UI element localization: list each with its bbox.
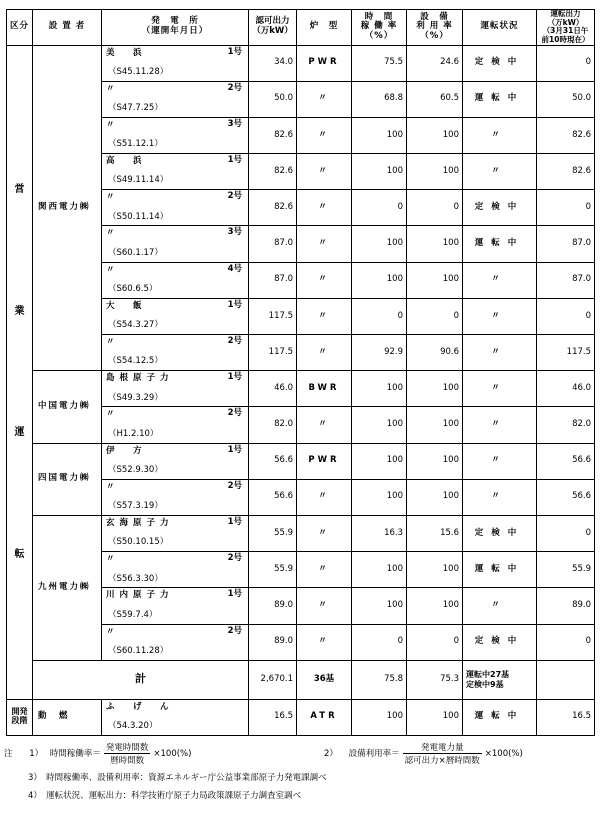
status-cell: 運転中: [463, 81, 537, 117]
category-char: 転: [14, 548, 25, 560]
plant-unit: 2号: [227, 480, 242, 491]
output-cell: 16.5: [537, 699, 595, 735]
plant-unit: 2号: [227, 408, 242, 419]
category-char: 営: [14, 184, 25, 196]
equip-util-cell: 100: [407, 262, 463, 298]
capacity-cell: 82.6: [249, 154, 297, 190]
status-cell: 〃: [463, 588, 537, 624]
equip-util-cell: 100: [407, 588, 463, 624]
output-cell: 56.6: [537, 479, 595, 515]
plant-name: 伊 方: [106, 445, 147, 456]
plant-name: ふ げ ん: [106, 701, 174, 712]
plant-name: 〃: [106, 409, 120, 420]
header-status: 運転状況: [463, 10, 537, 46]
total-reactor-count: 36基: [297, 660, 352, 699]
plant-cell: [102, 81, 249, 117]
note-2-tail: ×100(%): [484, 749, 523, 759]
status-cell: 〃: [463, 371, 537, 407]
output-cell: 82.6: [537, 117, 595, 153]
operator-kyushu: 九州電力㈱: [33, 515, 102, 660]
reactor-cell: 〃: [297, 588, 352, 624]
plant-date: （S60.11.28）: [108, 645, 169, 656]
reactor-cell: 〃: [297, 81, 352, 117]
status-cell: 運転中: [463, 226, 537, 262]
plant-name: 川内原子力: [106, 590, 174, 601]
reactor-cell: 〃: [297, 407, 352, 443]
equip-util-cell: 100: [407, 371, 463, 407]
plant-cell: [102, 335, 249, 371]
output-cell: 0: [537, 515, 595, 551]
note-1-numerator: 発電時間数: [105, 743, 149, 753]
time-util-cell: 100: [352, 699, 407, 735]
capacity-cell: 117.5: [249, 335, 297, 371]
note-1-denominator: 暦時間数: [110, 756, 145, 766]
category-char: 運: [14, 427, 25, 439]
plant-date: （S45.11.28）: [108, 66, 169, 77]
plant-unit: 3号: [227, 118, 242, 129]
equip-util-cell: 100: [407, 226, 463, 262]
plant-unit: 2号: [227, 625, 242, 636]
status-cell: 〃: [463, 117, 537, 153]
capacity-cell: 82.6: [249, 190, 297, 226]
plant-unit: 1号: [227, 444, 242, 455]
time-util-cell: 92.9: [352, 335, 407, 371]
header-equip-util: 設 備 利 用 率 （%）: [407, 10, 463, 46]
operator-shikoku: 四国電力㈱: [33, 443, 102, 515]
plant-unit: 1号: [227, 589, 242, 600]
output-cell: 0: [537, 298, 595, 334]
status-cell: 〃: [463, 298, 537, 334]
status-cell: 運転中: [463, 552, 537, 588]
plant-name: 玄海原子力: [106, 517, 174, 528]
plant-date: （S60.1.17）: [108, 247, 163, 258]
output-cell: 0: [537, 190, 595, 226]
plant-name: 〃: [106, 626, 120, 637]
total-row: [7, 660, 595, 699]
output-cell: 117.5: [537, 335, 595, 371]
output-cell: 0: [537, 45, 595, 81]
output-cell: 56.6: [537, 443, 595, 479]
table-row: [7, 515, 595, 551]
capacity-cell: 55.9: [249, 515, 297, 551]
plant-cell: [102, 443, 249, 479]
total-status-inspection: 定検中9基: [466, 679, 504, 689]
plant-unit: 4号: [227, 263, 242, 274]
plant-unit: 2号: [227, 82, 242, 93]
capacity-cell: 16.5: [249, 699, 297, 735]
plant-name: 島根原子力: [106, 373, 174, 384]
plant-cell: [102, 407, 249, 443]
reactor-cell: 〃: [297, 190, 352, 226]
time-util-cell: 100: [352, 443, 407, 479]
status-cell: 〃: [463, 154, 537, 190]
time-util-cell: 100: [352, 407, 407, 443]
operator-chugoku: 中国電力㈱: [33, 371, 102, 443]
operator-doryokuro: 動 燃: [33, 699, 102, 735]
total-time-util: 75.8: [352, 660, 407, 699]
plant-name: 〃: [106, 481, 120, 492]
time-util-cell: 0: [352, 298, 407, 334]
plant-name: 〃: [106, 119, 120, 130]
table-row: [7, 371, 595, 407]
time-util-cell: 16.3: [352, 515, 407, 551]
note-1-text: 時間稼働率＝: [49, 749, 101, 759]
output-cell: 0: [537, 624, 595, 660]
table-body: [7, 45, 595, 735]
plant-unit: 1号: [227, 516, 242, 527]
plant-name: 高 浜: [106, 156, 147, 167]
time-util-cell: 100: [352, 552, 407, 588]
time-util-cell: 100: [352, 154, 407, 190]
plant-cell: [102, 117, 249, 153]
total-status: [463, 660, 537, 699]
plant-date: （S50.10.15）: [108, 537, 169, 548]
total-label: 計: [33, 660, 249, 699]
time-util-cell: 100: [352, 117, 407, 153]
plant-date: （54.3.20）: [108, 721, 158, 732]
capacity-cell: 87.0: [249, 262, 297, 298]
time-util-cell: 0: [352, 190, 407, 226]
note-1-tail: ×100(%): [153, 749, 192, 759]
total-equip-util: 75.3: [407, 660, 463, 699]
note-3: 3） 時間稼働率、設備利用率：資源エネルギー庁公益事業部原子力発電課調べ: [28, 773, 327, 783]
plant-date: （S51.12.1）: [108, 139, 163, 150]
note-2-label: 2）: [324, 749, 338, 759]
reactor-cell: 〃: [297, 552, 352, 588]
output-cell: 46.0: [537, 371, 595, 407]
status-cell: 定検中: [463, 624, 537, 660]
reactor-cell: 〃: [297, 154, 352, 190]
plant-cell: [102, 154, 249, 190]
capacity-cell: 50.0: [249, 81, 297, 117]
note-1-label: 1）: [29, 749, 44, 759]
reactor-cell: ATR: [297, 699, 352, 735]
header-row: [7, 10, 595, 46]
plant-date: （S59.7.4）: [108, 609, 158, 620]
reactor-cell: PWR: [297, 443, 352, 479]
reactor-cell: 〃: [297, 335, 352, 371]
equip-util-cell: 0: [407, 190, 463, 226]
plant-cell: [102, 479, 249, 515]
header-setchisha: 設 置 者: [33, 10, 102, 46]
plant-cell: [102, 226, 249, 262]
note-2: [324, 741, 523, 766]
equip-util-cell: 0: [407, 298, 463, 334]
header-kubun: 区分: [7, 10, 33, 46]
plant-name: 〃: [106, 192, 120, 203]
capacity-cell: 55.9: [249, 552, 297, 588]
header-reactor: 炉 型: [297, 10, 352, 46]
reactor-cell: 〃: [297, 479, 352, 515]
status-cell: 〃: [463, 443, 537, 479]
note-4: 4） 運転状況、運転出力：科学技術庁原子力局政策課原子力調査室調べ: [28, 791, 302, 801]
status-cell: 〃: [463, 479, 537, 515]
operator-kansai: 関西電力㈱: [33, 45, 102, 371]
time-util-cell: 0: [352, 624, 407, 660]
plant-date: （S50.11.14）: [108, 211, 169, 222]
equip-util-cell: 100: [407, 154, 463, 190]
status-cell: 〃: [463, 262, 537, 298]
plant-unit: 1号: [227, 372, 242, 383]
time-util-cell: 100: [352, 588, 407, 624]
plant-unit: 2号: [227, 336, 242, 346]
note-prefix: 注: [4, 749, 13, 759]
output-cell: 87.0: [537, 226, 595, 262]
category-char: 業: [14, 305, 25, 317]
output-cell: 55.9: [537, 552, 595, 588]
plant-date: （S57.3.19）: [108, 501, 163, 512]
category-operating: [7, 45, 33, 699]
capacity-cell: 56.6: [249, 443, 297, 479]
plant-unit: 2号: [227, 553, 242, 564]
output-cell: 87.0: [537, 262, 595, 298]
reactor-cell: 〃: [297, 624, 352, 660]
plant-name: 大 飯: [106, 300, 147, 311]
reactor-cell: BWR: [297, 371, 352, 407]
equip-util-cell: 100: [407, 552, 463, 588]
capacity-cell: 117.5: [249, 298, 297, 334]
status-cell: 定検中: [463, 45, 537, 81]
table-row: [7, 45, 595, 81]
plant-date: （S49.11.14）: [108, 175, 169, 186]
dev-row: [7, 699, 595, 735]
output-cell: 50.0: [537, 81, 595, 117]
status-cell: 定検中: [463, 190, 537, 226]
capacity-cell: 46.0: [249, 371, 297, 407]
plant-cell: [102, 552, 249, 588]
equip-util-cell: 100: [407, 407, 463, 443]
output-cell: 82.0: [537, 407, 595, 443]
reactor-cell: PWR: [297, 45, 352, 81]
plant-cell: [102, 588, 249, 624]
total-capacity: 2,670.1: [249, 660, 297, 699]
note-2-fraction: [403, 741, 482, 766]
plant-unit: 1号: [227, 46, 242, 57]
plant-name: 〃: [106, 337, 120, 347]
plant-name: 〃: [106, 554, 120, 565]
plant-cell: [102, 262, 249, 298]
capacity-cell: 82.0: [249, 407, 297, 443]
output-cell: 89.0: [537, 588, 595, 624]
capacity-cell: 82.6: [249, 117, 297, 153]
plant-cell: [102, 371, 249, 407]
plant-name: 美 浜: [106, 47, 147, 58]
output-cell: 82.6: [537, 154, 595, 190]
time-util-cell: 100: [352, 371, 407, 407]
equip-util-cell: 60.5: [407, 81, 463, 117]
note-1-fraction: [104, 741, 151, 766]
plant-unit: 1号: [227, 155, 242, 166]
plant-date: （S47.7.25）: [108, 103, 163, 114]
equip-util-cell: 100: [407, 117, 463, 153]
header-output: 運転出力 （万kW） （3月31日午前10時現在）: [537, 10, 595, 46]
table-row: [7, 443, 595, 479]
header-plant: 発 電 所 （運開年月日）: [102, 10, 249, 46]
capacity-cell: 56.6: [249, 479, 297, 515]
plant-unit: 3号: [227, 227, 242, 238]
plant-date: （S56.3.30）: [108, 573, 163, 584]
note-2-text: 設備利用率＝: [348, 749, 400, 759]
capacity-cell: 87.0: [249, 226, 297, 262]
equip-util-cell: 24.6: [407, 45, 463, 81]
plant-date: （H1.2.10）: [108, 428, 159, 439]
note-2-numerator: 発電電力量: [403, 741, 482, 754]
plant-unit: 1号: [227, 299, 242, 310]
status-cell: 定検中: [463, 515, 537, 551]
time-util-cell: 75.5: [352, 45, 407, 81]
plant-cell: [102, 190, 249, 226]
equip-util-cell: 15.6: [407, 515, 463, 551]
category-dev: 開発段階: [7, 699, 33, 735]
total-output-empty: [537, 660, 595, 699]
capacity-cell: 34.0: [249, 45, 297, 81]
plant-date: （S52.9.30）: [108, 464, 163, 475]
status-cell: 運転中: [463, 699, 537, 735]
reactor-cell: 〃: [297, 262, 352, 298]
capacity-cell: 89.0: [249, 624, 297, 660]
plant-date: （S54.12.5）: [108, 356, 163, 367]
plant-cell: [102, 699, 249, 735]
reactor-cell: 〃: [297, 117, 352, 153]
plant-name: 〃: [106, 83, 120, 94]
equip-util-cell: 100: [407, 699, 463, 735]
time-util-cell: 100: [352, 226, 407, 262]
plant-name: 〃: [106, 264, 120, 275]
capacity-cell: 89.0: [249, 588, 297, 624]
plant-name: 〃: [106, 228, 120, 239]
plant-cell: [102, 45, 249, 81]
plant-cell: [102, 624, 249, 660]
header-time-util: 時 間 稼 働 率 （%）: [352, 10, 407, 46]
reactor-cell: 〃: [297, 515, 352, 551]
equip-util-cell: 90.6: [407, 335, 463, 371]
status-cell: 〃: [463, 407, 537, 443]
total-status-running: 運転中27基: [466, 670, 510, 680]
note-2-denominator: 認可出力×暦時間数: [404, 756, 480, 766]
plant-cell: [102, 515, 249, 551]
plant-date: （S60.6.5）: [108, 284, 158, 295]
note-1: [4, 741, 191, 766]
equip-util-cell: 100: [407, 479, 463, 515]
equip-util-cell: 100: [407, 443, 463, 479]
equip-util-cell: 0: [407, 624, 463, 660]
plant-date: （S54.3.27）: [108, 320, 163, 331]
time-util-cell: 100: [352, 262, 407, 298]
plant-unit: 2号: [227, 191, 242, 202]
plant-cell: [102, 298, 249, 334]
time-util-cell: 100: [352, 479, 407, 515]
status-cell: 〃: [463, 335, 537, 371]
plant-date: （S49.3.29）: [108, 392, 163, 403]
header-capacity: 認可出力 （万kW）: [249, 10, 297, 46]
nuclear-plant-table: [6, 9, 595, 736]
reactor-cell: 〃: [297, 298, 352, 334]
reactor-cell: 〃: [297, 226, 352, 262]
time-util-cell: 68.8: [352, 81, 407, 117]
